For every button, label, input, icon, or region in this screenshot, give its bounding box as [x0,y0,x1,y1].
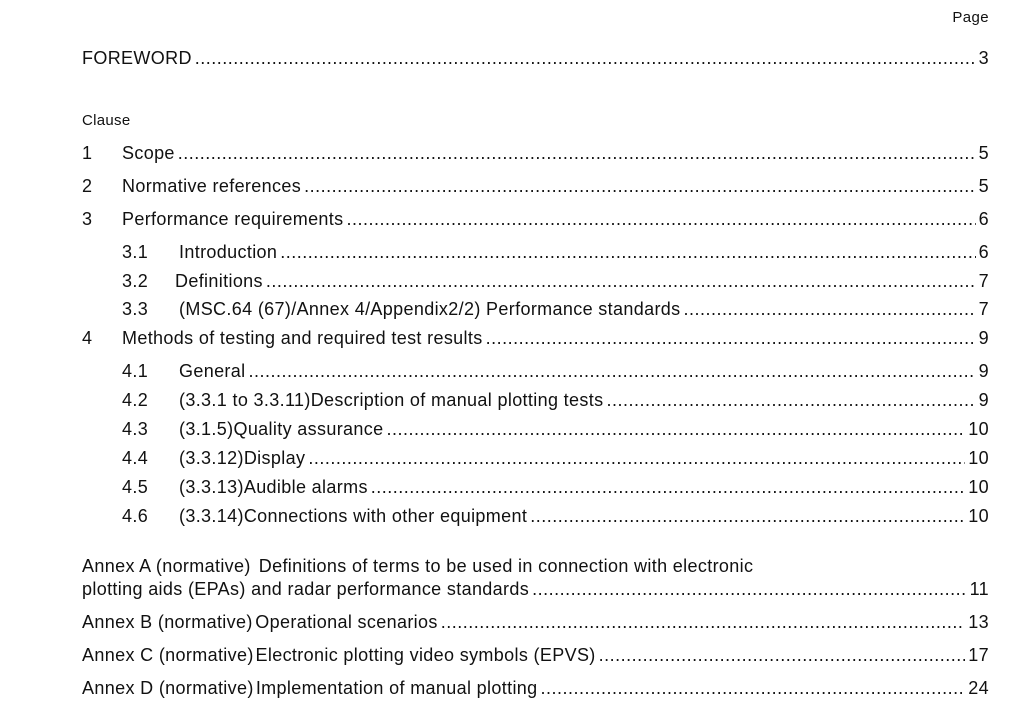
dot-leader [530,505,965,527]
toc-entry-page: 6 [978,209,989,229]
toc-entry-title: Performance requirements [122,209,344,229]
toc-entry-clause-4-4[interactable] [122,447,989,469]
toc-entry-title: Methods of testing and required test results [122,328,483,348]
dot-leader [249,360,976,382]
dot-leader [266,270,976,292]
toc-entry-page: 13 [968,612,989,632]
toc-entry-title: Operational scenarios [255,612,438,632]
toc-entry-number: 4.3 [122,419,149,439]
page-column-label: Page [952,9,989,26]
dot-leader [606,389,975,411]
toc-entry-annex-a[interactable] [82,578,989,600]
toc-entry-page: 10 [968,448,989,468]
dot-leader [347,208,976,230]
dot-leader [387,418,966,440]
toc-entry-title: (3.3.12)Display [179,448,306,468]
toc-entry-clause-3[interactable] [82,208,989,230]
dot-leader [532,578,967,600]
toc-entry-page: 9 [978,361,989,381]
toc-entry-number: 3 [82,209,93,229]
toc-entry-page: 5 [978,176,989,196]
toc-entry-clause-3-2[interactable] [122,270,989,292]
toc-entry-clause-3-3[interactable] [122,298,989,320]
toc-entry-page: 10 [968,419,989,439]
toc-entry-number: 1 [82,143,93,163]
toc-entry-clause-4-1[interactable] [122,360,989,382]
toc-entry-title: plotting aids (EPAs) and radar performance standards [82,579,530,599]
toc-entry-number: 3.2 [122,271,149,291]
dot-leader [308,447,965,469]
toc-entry-title: (MSC.64 (67)/Annex 4/Appendix2/2) Performance standards [179,299,681,319]
toc-entry-clause-2[interactable] [82,175,989,197]
toc-entry-title: (3.3.14)Connections with other equipment [179,506,528,526]
toc-entry-number: 4.4 [122,448,149,468]
toc-entry-annex-b[interactable] [82,611,989,633]
toc-entry-annex-a-line1[interactable] [82,555,753,577]
toc-entry-page: 3 [978,48,989,68]
toc-entry-number: 3.1 [122,242,149,262]
toc-entry-title: Electronic plotting video symbols (EPVS) [255,645,596,665]
toc-entry-number: 2 [82,176,93,196]
dot-leader [441,611,966,633]
toc-entry-page: 17 [968,645,989,665]
toc-entry-page: 10 [968,477,989,497]
toc-entry-page: 9 [978,328,989,348]
toc-entry-foreword[interactable] [82,47,989,69]
toc-entry-title: Introduction [179,242,278,262]
toc-entry-page: 10 [968,506,989,526]
toc-entry-number: 4 [82,328,93,348]
dot-leader [280,241,975,263]
toc-entry-annex-d[interactable] [82,677,989,699]
toc-entry-clause-4-3[interactable] [122,418,989,440]
toc-entry-clause-4[interactable] [82,327,989,349]
toc-entry-page: 6 [978,242,989,262]
toc-entry-number: 4.1 [122,361,149,381]
annex-label: Annex B (normative) [82,612,253,632]
annex-label: Annex A (normative) [82,556,251,576]
dot-leader [371,476,965,498]
dot-leader [684,298,976,320]
toc-entry-title: Definitions [175,271,263,291]
toc-entry-number: 4.2 [122,390,149,410]
toc-entry-page: 11 [969,579,989,599]
annex-label: Annex C (normative) [82,645,254,665]
toc-entry-page: 9 [978,390,989,410]
dot-leader [304,175,976,197]
toc-entry-page: 5 [978,143,989,163]
toc-entry-clause-4-5[interactable] [122,476,989,498]
toc-entry-title: Definitions of terms to be used in connection with electronic [258,556,754,576]
toc-entry-page: 7 [978,271,989,291]
toc-entry-title: (3.1.5)Quality assurance [179,419,384,439]
toc-entry-number: 4.5 [122,477,149,497]
toc-entry-page: 24 [968,678,989,698]
toc-entry-page: 7 [978,299,989,319]
annex-label: Annex D (normative) [82,678,254,698]
toc-entry-clause-4-6[interactable] [122,505,989,527]
toc-entry-number: 3.3 [122,299,149,319]
toc-entry-title: Scope [122,143,175,163]
toc-entry-title: (3.3.1 to 3.3.11)Description of manual plotting tests [179,390,604,410]
dot-leader [486,327,976,349]
dot-leader [541,677,966,699]
dot-leader [599,644,966,666]
toc-entry-title: FOREWORD [82,48,192,68]
toc-entry-title: Implementation of manual plotting [255,678,538,698]
toc-entry-annex-c[interactable] [82,644,989,666]
clause-heading: Clause [82,112,131,129]
toc-entry-clause-4-2[interactable] [122,389,989,411]
dot-leader [178,142,976,164]
toc-entry-clause-1[interactable] [82,142,989,164]
toc-entry-title: (3.3.13)Audible alarms [179,477,368,497]
toc-entry-clause-3-1[interactable] [122,241,989,263]
toc-entry-title: General [179,361,246,381]
toc-entry-title: Normative references [122,176,302,196]
dot-leader [195,47,976,69]
toc-entry-number: 4.6 [122,506,149,526]
